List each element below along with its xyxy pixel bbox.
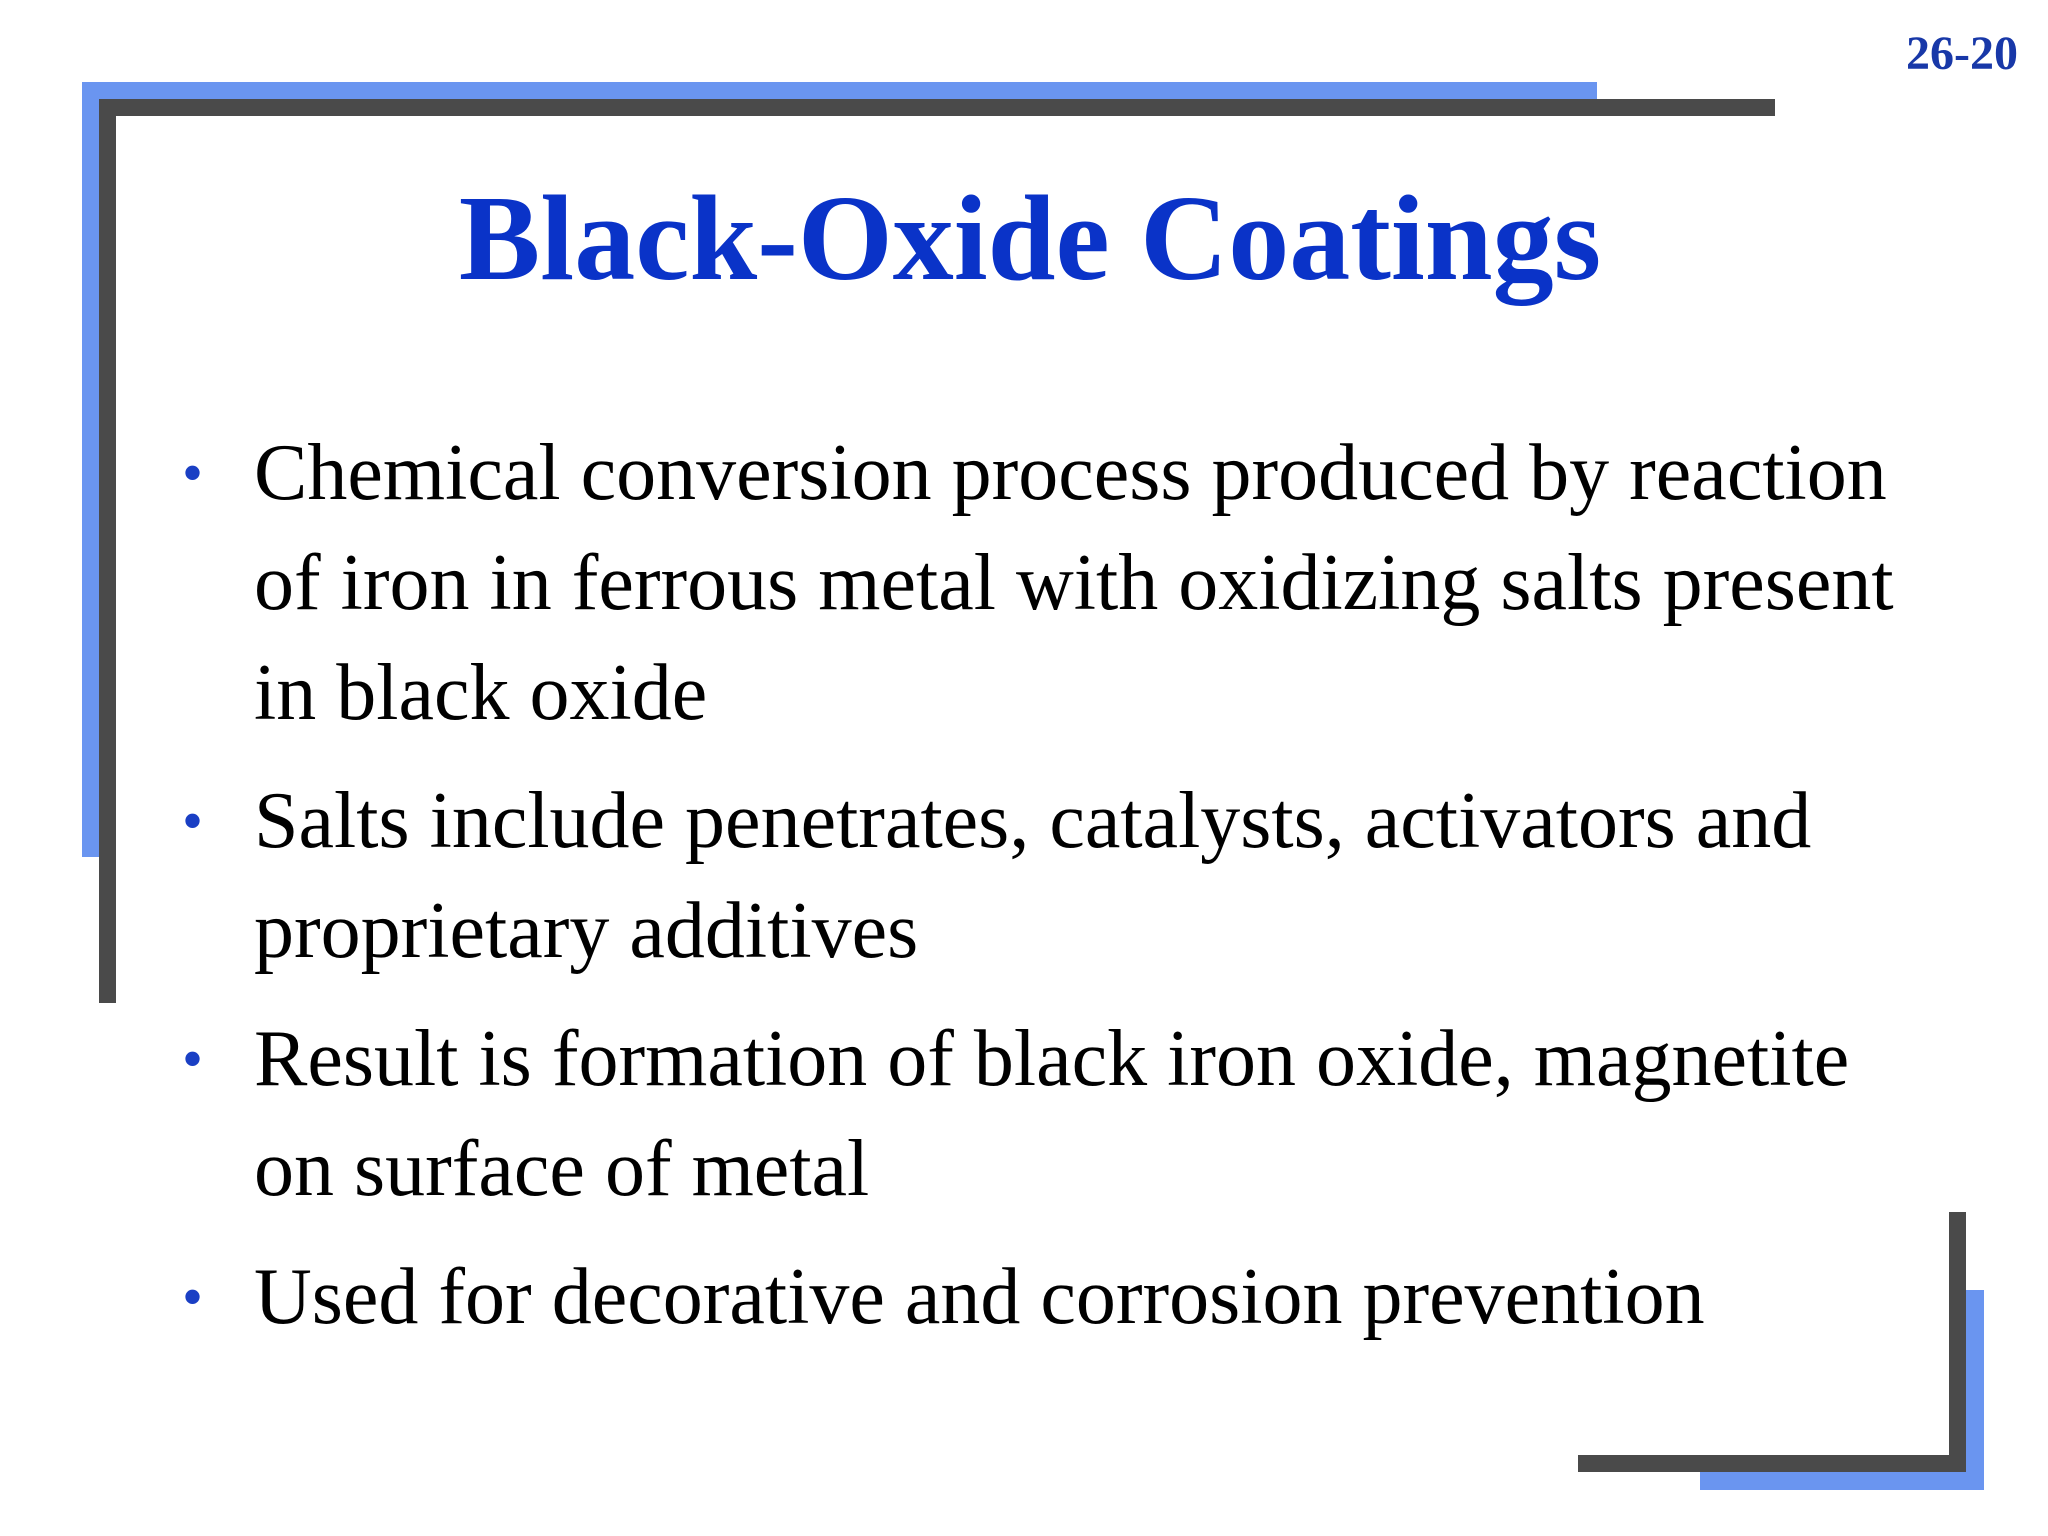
frame-right-dark-bar xyxy=(1949,1212,1966,1472)
frame-bottom-dark-bar xyxy=(1578,1455,1966,1472)
frame-bottom-blue-bar xyxy=(1700,1472,1984,1490)
frame-top-blue-bar xyxy=(82,82,1597,100)
bullet-item xyxy=(170,418,1940,748)
bullet-dot-icon: • xyxy=(182,1264,204,1330)
frame-left-blue-bar xyxy=(82,82,100,857)
slide-title: Black-Oxide Coatings xyxy=(458,171,1602,306)
bullet-item xyxy=(170,1004,1940,1224)
frame-right-blue-bar xyxy=(1966,1290,1984,1490)
bullet-text: Result is formation of black iron oxide, magnetite on surface of metal xyxy=(254,1015,1850,1213)
bullet-text: Used for decorative and corrosion prevention xyxy=(254,1253,1705,1341)
bullet-dot-icon: • xyxy=(182,788,204,854)
bullet-dot-icon: • xyxy=(182,440,204,506)
bullet-dot-icon: • xyxy=(182,1026,204,1092)
bullet-item xyxy=(170,1242,1940,1352)
frame-top-dark-bar xyxy=(99,99,1775,116)
slide-number: 26-20 xyxy=(1906,27,2018,80)
frame-left-dark-bar xyxy=(99,99,116,1003)
bullet-text: Chemical conversion process produced by reaction of iron in ferrous metal with oxidizing salts present in black oxide xyxy=(254,429,1894,737)
bullet-list xyxy=(170,418,1940,1370)
bullet-item xyxy=(170,766,1940,986)
bullet-text: Salts include penetrates, catalysts, activators and proprietary additives xyxy=(254,777,1812,975)
